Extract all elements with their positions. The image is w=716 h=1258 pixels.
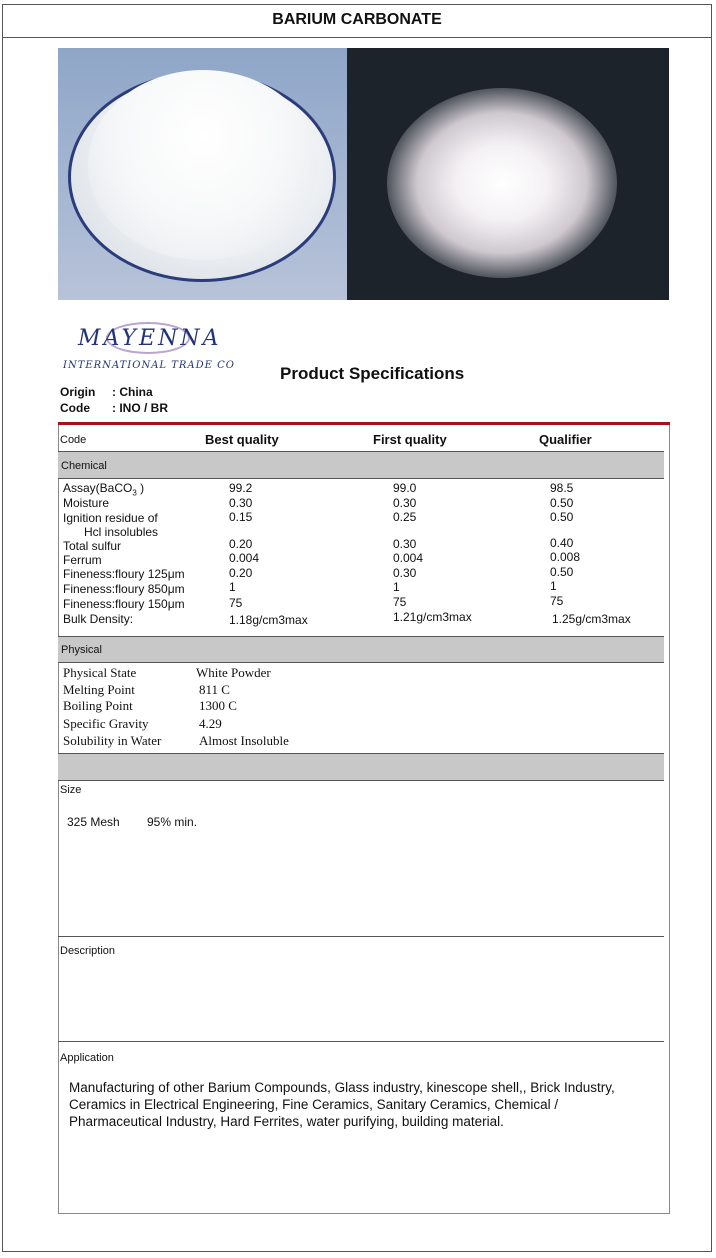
column-first-quality: First quality [373, 432, 447, 447]
crystal-heap-shape [387, 88, 617, 278]
chem-row-first: 0.30 [393, 537, 417, 551]
phys-row-name: Solubility in Water [63, 733, 162, 748]
chemical-section-band: Chemical [58, 451, 664, 479]
phys-row-value: 1300 C [199, 698, 237, 713]
code-value: : INO / BR [112, 401, 168, 415]
chem-row-qual: 75 [550, 594, 564, 608]
size-value: 95% min. [147, 815, 198, 829]
chem-row-best: 0.004 [229, 551, 260, 565]
chem-row-first: 99.0 [393, 481, 417, 495]
chem-row-qual: 98.5 [550, 481, 574, 495]
divider [58, 936, 664, 937]
chem-row-first: 0.30 [393, 566, 417, 580]
size-mesh: 325 Mesh [67, 815, 120, 829]
chem-row-qual: 0.50 [550, 510, 574, 524]
chem-row-first: 0.30 [393, 496, 417, 510]
chem-row-best: 1 [229, 580, 236, 594]
chem-row-first: 1 [393, 580, 400, 594]
phys-row-value: Almost Insoluble [199, 733, 289, 748]
chem-row-name: Fineness:floury 125μm [63, 567, 185, 581]
chem-row-best: 99.2 [229, 481, 253, 495]
page-title: BARIUM CARBONATE [2, 4, 712, 38]
chem-row-name: Hcl insolubles [84, 525, 159, 539]
phys-row-name: Melting Point [63, 682, 135, 697]
divider [58, 1041, 664, 1042]
origin-value: : China [112, 385, 153, 399]
phys-row-value: White Powder [196, 665, 271, 680]
logo-subtitle: INTERNATIONAL TRADE CO [63, 360, 235, 371]
physical-section-band: Physical [58, 636, 664, 663]
chem-row-qual: 0.008 [550, 550, 581, 564]
logo-brand: MAYENNA [78, 326, 222, 351]
phys-row-name: Boiling Point [63, 698, 133, 713]
chem-row-first: 1.21g/cm3max [393, 610, 472, 624]
header-rule [58, 422, 670, 425]
origin-label: Origin [60, 385, 96, 399]
chem-row-name: Fineness:floury 150μm [63, 597, 185, 611]
code-line [60, 401, 168, 415]
chem-row-best: 0.20 [229, 566, 253, 580]
size-label: Size [60, 784, 82, 796]
code-label: Code [60, 401, 90, 415]
column-code: Code [60, 434, 87, 446]
chem-row-best: 0.15 [229, 510, 253, 524]
phys-row-value: 811 C [199, 682, 230, 697]
chem-row-name: Assay(BaCO$_3$ ) [63, 481, 145, 498]
chem-row-qual: 0.40 [550, 536, 574, 550]
chem-row-name: Ignition residue of [63, 511, 158, 525]
phys-row-name: Physical State [63, 665, 137, 680]
origin-line [60, 385, 153, 399]
chem-row-first: 0.004 [393, 551, 424, 565]
powder-dish-photo [58, 48, 347, 300]
description-label: Description [60, 945, 116, 957]
chem-row-name: Total sulfur [63, 539, 122, 553]
product-photos [58, 48, 669, 300]
product-specifications-heading: Product Specifications [280, 364, 465, 383]
chem-row-name: Bulk Density: [63, 612, 134, 626]
phys-row-value: 4.29 [199, 716, 222, 731]
chem-row-first: 0.25 [393, 510, 417, 524]
column-qualifier: Qualifier [539, 432, 592, 447]
chem-row-qual: 0.50 [550, 496, 574, 510]
application-label: Application [60, 1052, 114, 1064]
phys-row-name: Specific Gravity [63, 716, 149, 731]
chem-row-qual: 0.50 [550, 565, 574, 579]
column-best-quality: Best quality [205, 432, 279, 447]
crystal-heap-photo [347, 48, 669, 300]
chem-row-qual: 1.25g/cm3max [552, 612, 631, 626]
chem-row-best: 0.30 [229, 496, 253, 510]
powder-pile-shape [88, 70, 318, 260]
chem-row-name: Ferrum [63, 553, 102, 567]
chem-row-best: 1.18g/cm3max [229, 613, 308, 627]
chem-row-name: Fineness:floury 850μm [63, 582, 185, 596]
chem-row-first: 75 [393, 595, 407, 609]
empty-section-band [58, 753, 664, 781]
chem-row-best: 75 [229, 596, 243, 610]
application-text: Manufacturing of other Barium Compounds, Glass industry, kinescope shell,, Brick Industry, Ceramics in Electrical Engineering, Fine Ceramics, Sanitary Ceramics, Chemical / Pharmaceutical Industry, Hard Ferrites, water purifying, building material. [69, 1080, 615, 1129]
chem-row-name: Moisture [63, 496, 110, 510]
chem-row-qual: 1 [550, 579, 557, 593]
chem-row-best: 0.20 [229, 537, 253, 551]
company-logo [58, 318, 235, 378]
